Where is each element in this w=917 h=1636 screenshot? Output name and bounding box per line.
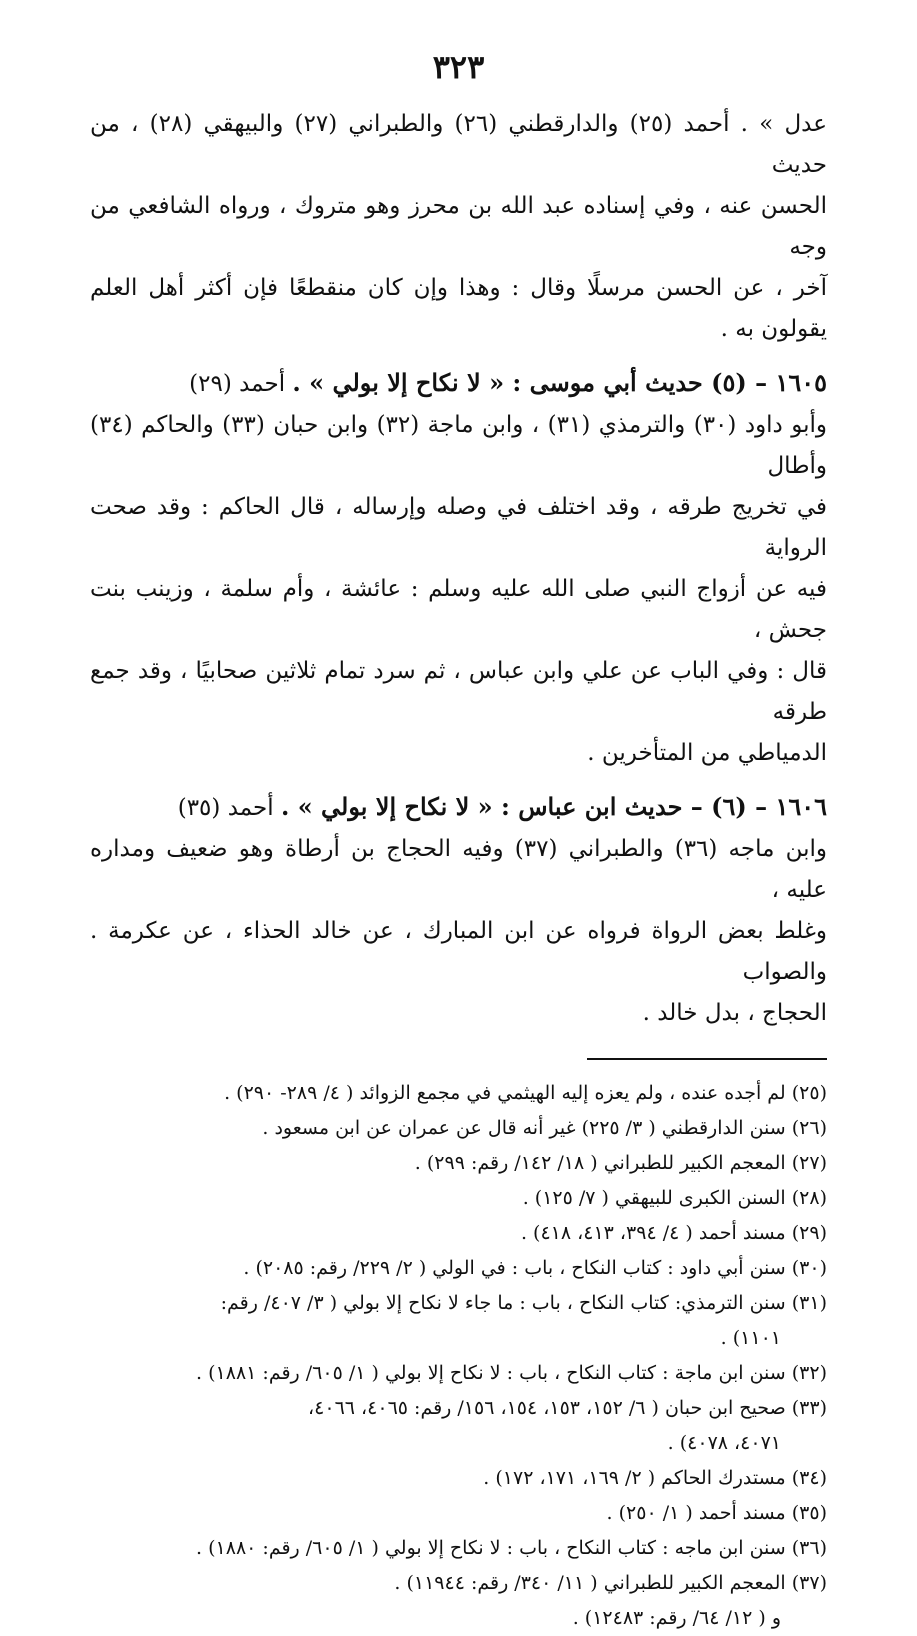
footnote: (٣٠) سنن أبي داود : كتاب النكاح ، باب : في الولي ( ٢/ ٢٢٩/ رقم: ٢٠٨٥) . — [243, 1257, 827, 1279]
footnote-continuation: و ( ١٢/ ٦٤/ رقم: ١٢٤٨٣) . — [572, 1607, 781, 1629]
footnote-continuation: ٤٠٧١، ٤٠٧٨) . — [667, 1432, 781, 1454]
footnote: (٢٥) لم أجده عنده ، ولم يعزه إليه الهيثمي في مجمع الزوائد ( ٤/ ٢٨٩- ٢٩٠) . — [224, 1082, 827, 1104]
footnote: (٣٣) صحيح ابن حبان ( ٦/ ١٥٢، ١٥٣، ١٥٤، ١٥٦/ رقم: ٤٠٦٥، ٤٠٦٦، ٤٠٧١، ٤٠٧٨) . — [90, 1391, 827, 1461]
hadith-entry-1606 — [90, 786, 827, 1034]
footnote: (٣١) سنن الترمذي: كتاب النكاح ، باب : ما جاء لا نكاح إلا بولي ( ٣/ ٤٠٧/ رقم: ١١٠١) . — [90, 1286, 827, 1356]
footnote: (٢٦) سنن الدارقطني ( ٣/ ٢٢٥) غير أنه قال عن عمران عن ابن مسعود . — [262, 1117, 827, 1139]
main-text — [90, 104, 827, 1034]
hadith-entry-1605 — [90, 362, 827, 774]
footnote: (٣٦) سنن ابن ماجه : كتاب النكاح ، باب : لا نكاح إلا بولي ( ١/ ٦٠٥/ رقم: ١٨٨٠) . — [196, 1537, 827, 1559]
footnote: (٢٩) مسند أحمد ( ٤/ ٣٩٤، ٤١٣، ٤١٨) . — [520, 1222, 827, 1244]
footnote: (٢٧) المعجم الكبير للطبراني ( ١٨/ ١٤٢/ رقم: ٢٩٩) . — [414, 1152, 827, 1174]
text-line: أحمد (٣٥) — [177, 795, 274, 821]
text-line: الحسن عنه ، وفي إسناده عبد الله بن محرز وهو متروك ، ورواه الشافعي من وجه — [90, 193, 827, 260]
hadith-heading: ١٦٠٥ – (٥) حديث أبي موسى : « لا نكاح إلا بولي » . — [292, 368, 827, 397]
footnote: (٣٤) مستدرك الحاكم ( ٢/ ١٦٩، ١٧١، ١٧٢) . — [483, 1467, 827, 1489]
footnote: (٣٧) المعجم الكبير للطبراني ( ١١/ ٣٤٠/ رقم: ١١٩٤٤) . — [394, 1572, 827, 1594]
text-line: الحجاج ، بدل خالد . — [642, 1000, 827, 1026]
footnote: (٣٥) مسند أحمد ( ١/ ٢٥٠) . — [606, 1502, 827, 1524]
footnote: (٢٨) السنن الكبرى للبيهقي ( ٧/ ١٢٥) . — [522, 1187, 827, 1209]
text-line: وابن ماجه (٣٦) والطبراني (٣٧) وفيه الحجاج بن أرطاة وهو ضعيف ومداره عليه ، — [90, 836, 827, 903]
footnote — [90, 1601, 827, 1636]
text-line: عدل » . أحمد (٢٥) والدارقطني (٢٦) والطبراني (٢٧) والبيهقي (٢٨) ، من حديث — [90, 111, 827, 178]
page-number: ٣٢٣ — [432, 48, 485, 86]
hadith-heading: ١٦٠٦ – (٦) – حديث ابن عباس : « لا نكاح إلا بولي » . — [280, 792, 827, 821]
text-line: وأبو داود (٣٠) والترمذي (٣١) ، وابن ماجة (٣٢) وابن حبان (٣٣) والحاكم (٣٤) وأطال — [90, 412, 828, 479]
text-line: أحمد (٢٩) — [189, 371, 286, 397]
text-line: فيه عن أزواج النبي صلى الله عليه وسلم : عائشة ، وأم سلمة ، وزينب بنت جحش ، — [90, 576, 827, 643]
text-line: وغلط بعض الرواة فرواه عن ابن المبارك ، عن خالد الحذاء ، عن عكرمة . والصواب — [90, 918, 827, 985]
paragraph — [90, 104, 827, 350]
footnote: (٣٢) سنن ابن ماجة : كتاب النكاح ، باب : لا نكاح إلا بولي ( ١/ ٦٠٥/ رقم: ١٨٨١) . — [196, 1362, 827, 1384]
footnotes — [90, 1076, 827, 1636]
text-line: آخر ، عن الحسن مرسلًا وقال : وهذا وإن كان منقطعًا فإن أكثر أهل العلم يقولون به . — [90, 275, 827, 342]
text-line: الدمياطي من المتأخرين . — [587, 740, 827, 766]
footnote-separator — [587, 1058, 827, 1060]
footnote-continuation: ١١٠١) . — [720, 1327, 781, 1349]
text-line: قال : وفي الباب عن علي وابن عباس ، ثم سرد تمام ثلاثين صحابيًا ، وقد جمع طرقه — [90, 658, 827, 725]
text-line: في تخريج طرقه ، وقد اختلف في وصله وإرساله ، قال الحاكم : وقد صحت الرواية — [90, 494, 827, 561]
